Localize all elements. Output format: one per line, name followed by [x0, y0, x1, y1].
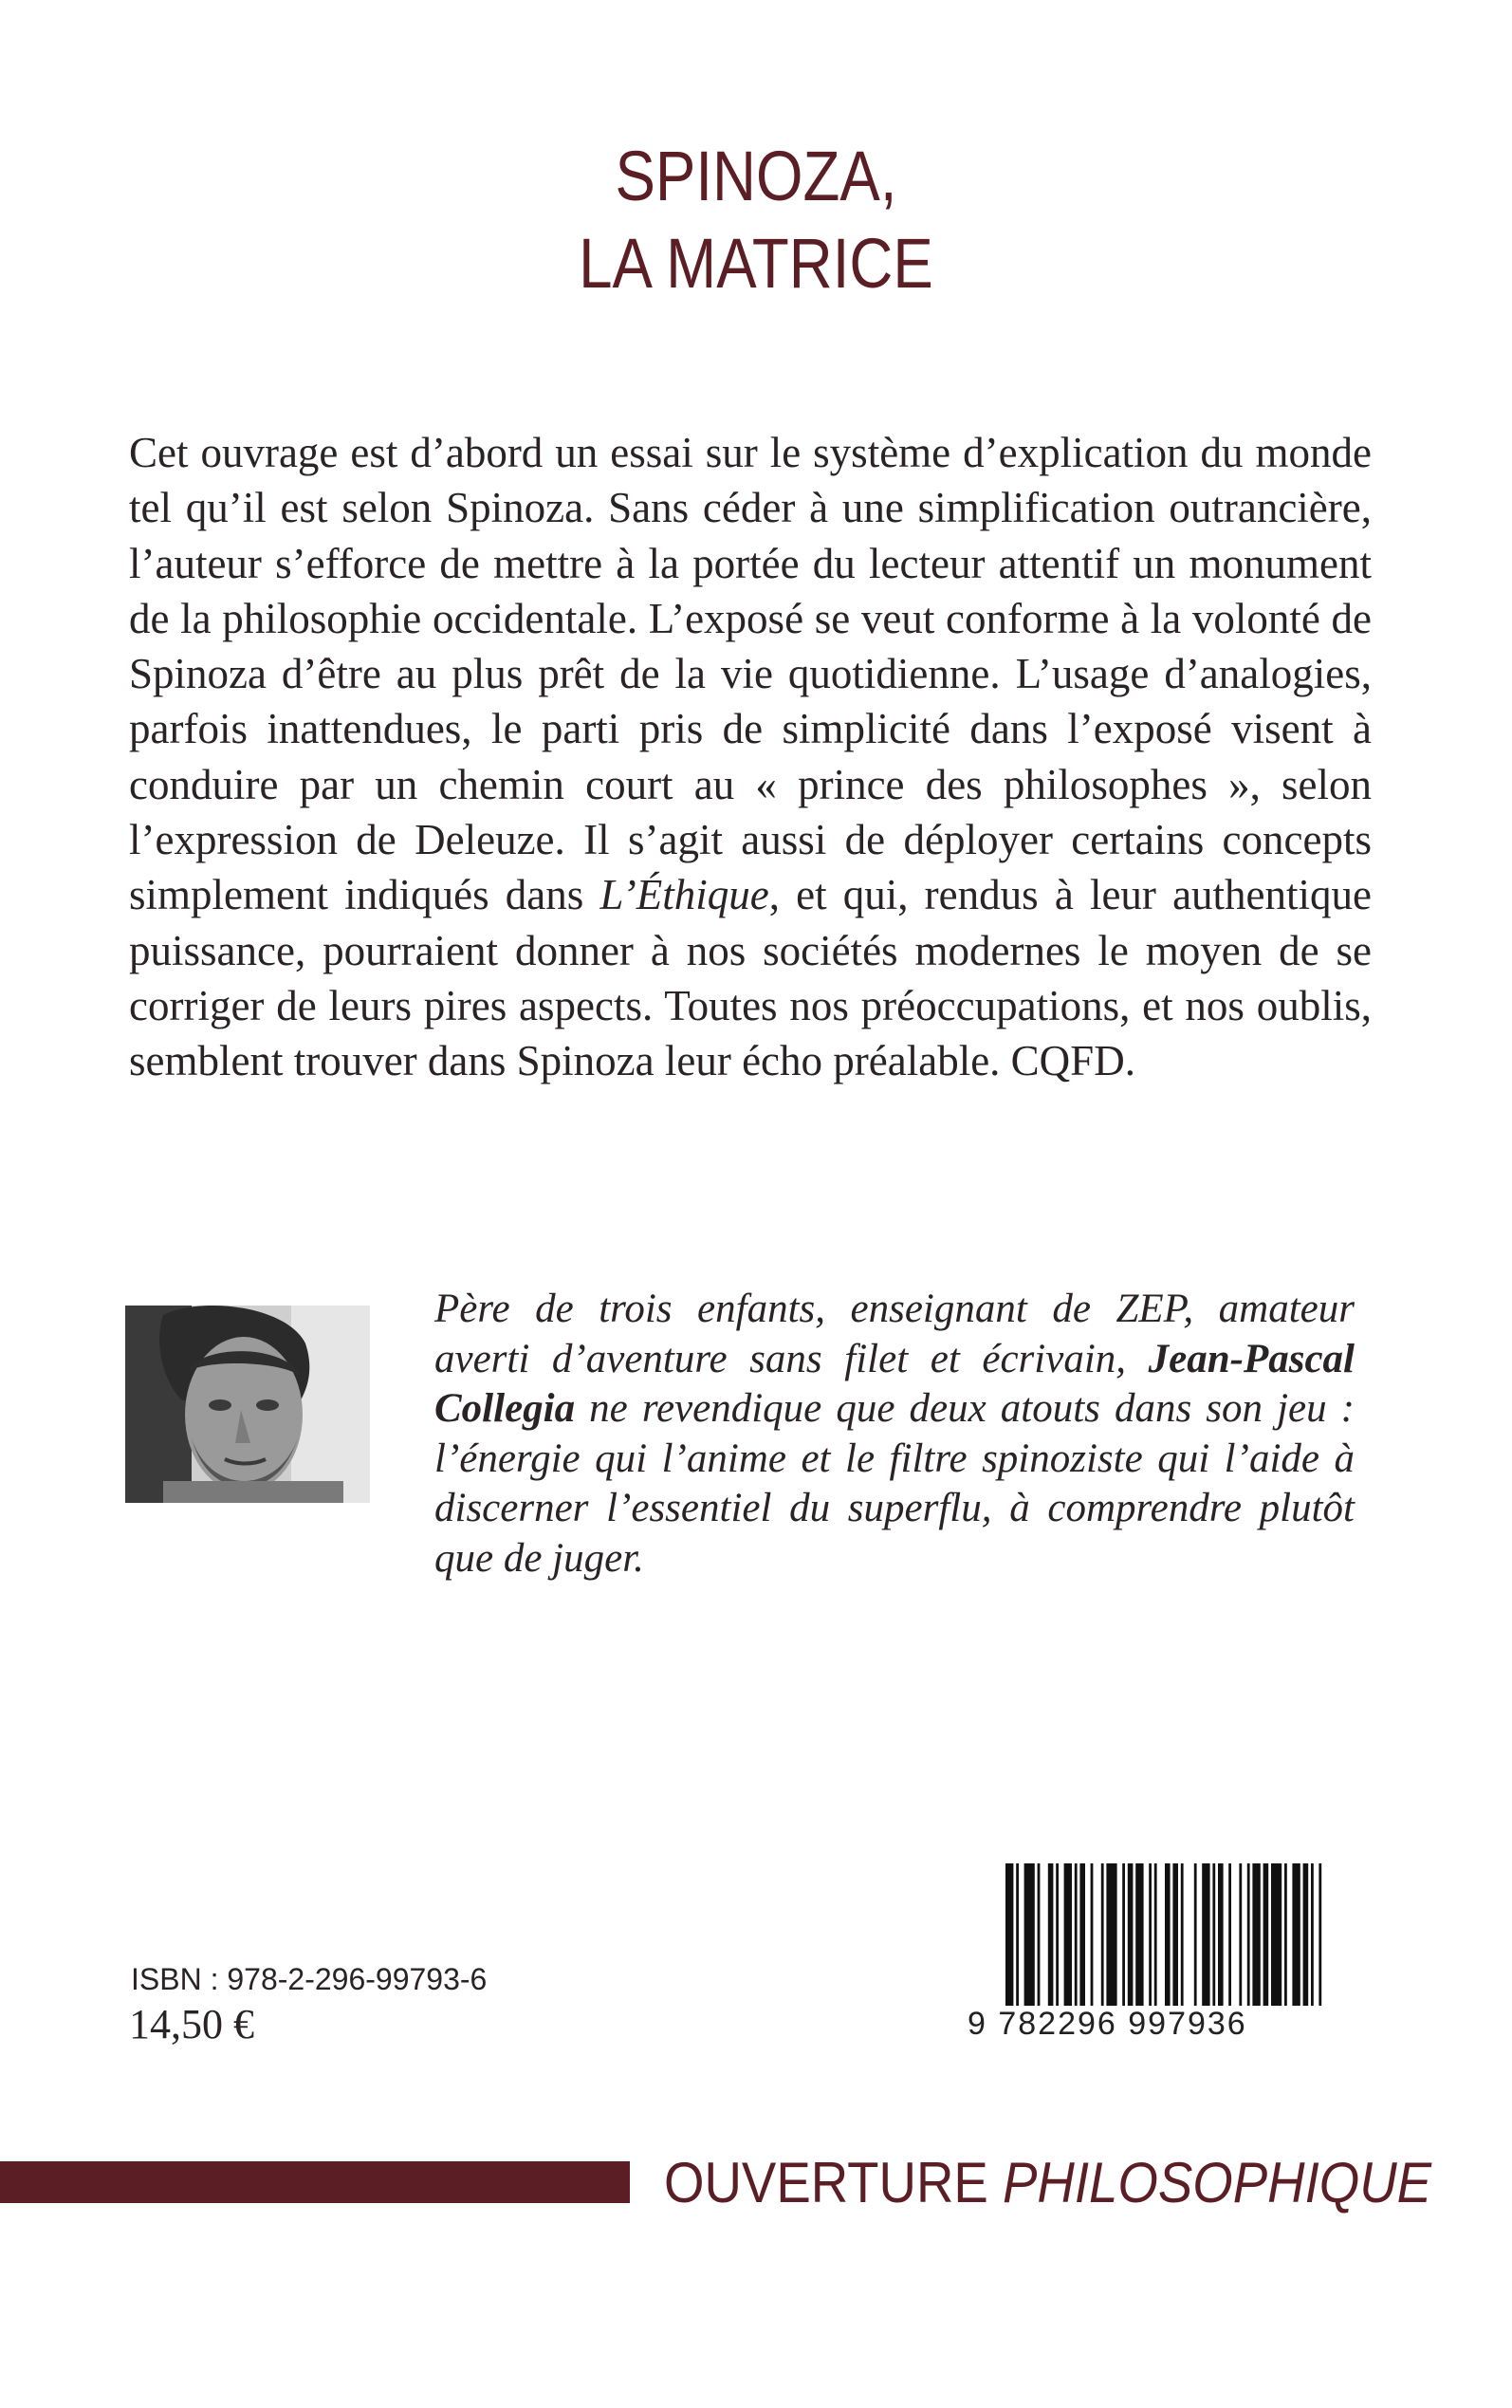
barcode-bar	[1252, 1863, 1260, 2006]
barcode-bar	[1194, 1863, 1197, 2006]
collection-accent-bar	[0, 2161, 630, 2203]
barcode-bar	[1202, 1863, 1209, 2006]
bio-text-start: Père de trois enfants, enseignant de ZEP, amateur averti d’aventure sans filet et écrivain,	[434, 1287, 1355, 1381]
collection-name-part1: OUVERTURE	[664, 2151, 1003, 2214]
barcode-bar	[1005, 1863, 1013, 2006]
barcode-bar	[1292, 1863, 1300, 2006]
barcode-bar	[1056, 1863, 1059, 2006]
barcode-bar	[1048, 1863, 1054, 2006]
barcode-bar	[1135, 1863, 1143, 2006]
barcode-bar	[1122, 1863, 1125, 2006]
isbn: ISBN : 978-2-296-99793-6	[131, 1962, 488, 1996]
barcode-bar	[1181, 1863, 1184, 2006]
barcode-bar	[1239, 1863, 1242, 2006]
barcode-bar	[1303, 1863, 1309, 2006]
blurb-paragraph	[129, 425, 1372, 1089]
barcode-bar	[1106, 1863, 1116, 2006]
barcode-bar	[1311, 1863, 1314, 2006]
author-bio	[434, 1285, 1355, 1584]
barcode-bars	[968, 1863, 1375, 2006]
barcode-digits: 9 782296 997936	[968, 2006, 1247, 2042]
barcode-bar	[1318, 1863, 1321, 2006]
barcode-bar	[1038, 1863, 1041, 2006]
barcode-bar	[1212, 1863, 1215, 2006]
price: 14,50 €	[129, 2001, 254, 2047]
bio-paragraph	[434, 1285, 1355, 1584]
book-blurb	[129, 425, 1372, 1089]
bio-text-end: ne revendique que deux atouts dans son jeu : l’énergie qui l’anime et le filtre spinoziste qui l’aide à discerner l’essentiel du superflu, à comprendre plutôt que de juger.	[434, 1386, 1355, 1581]
barcode-bar	[1091, 1863, 1094, 2006]
barcode-bar	[1079, 1863, 1085, 2006]
blurb-work-title: L’Éthique	[599, 871, 769, 919]
barcode-bar	[1128, 1863, 1134, 2006]
barcode-bar	[1263, 1863, 1269, 2006]
barcode-bar	[1172, 1863, 1178, 2006]
author-name: Jean-Pascal Collegia	[434, 1336, 1355, 1431]
collection-name	[664, 2150, 1431, 2215]
barcode-bar	[1024, 1863, 1035, 2006]
blurb-text-end: , et qui, rendus à leur authentique puissance, pourraient donner à nos sociétés modernes le moyen de se corriger de leurs pires aspects. Toutes nos préoccupations, et nos oublis, semblent trouver dans Spinoza leur écho préalable. CQFD.	[129, 871, 1372, 1085]
title-line-1: SPINOZA,	[615, 137, 897, 215]
collection-name-part2: PHILOSOPHIQUE	[1002, 2151, 1432, 2214]
barcode-bar	[1075, 1863, 1078, 2006]
barcode	[968, 1863, 1375, 2042]
blurb-text-start: Cet ouvrage est d’abord un essai sur le système d’explication du monde tel qu’il est selon Spinoza. Sans céder à une simplification outrancière, l’auteur s’efforce de mettre à la portée du lecteur attentif un monument de la philosophie occidentale. L’exposé se veut conforme à la volonté de Spinoza d’être au plus prêt de la vie quotidienne. L’usage d’analogies, parfois inattendues, le parti pris de simplicité dans l’exposé visent à conduire par un chemin court au « prince des philosophes », selon l’expression de Deleuze. Il s’agit aussi de déployer certains concepts simplement indiqués dans	[129, 429, 1372, 919]
barcode-bar	[1271, 1863, 1282, 2006]
barcode-bar	[1101, 1863, 1104, 2006]
barcode-bar	[1247, 1863, 1250, 2006]
barcode-bar	[1228, 1863, 1231, 2006]
book-title	[106, 133, 1407, 307]
title-line-2: LA MATRICE	[579, 224, 933, 303]
author-portrait-image	[125, 1306, 370, 1503]
barcode-bar	[1016, 1863, 1019, 2006]
author-photo	[125, 1306, 370, 1503]
barcode-bar	[1284, 1863, 1287, 2006]
barcode-bar	[1064, 1863, 1072, 2006]
barcode-bar	[1218, 1863, 1224, 2006]
barcode-bar	[1149, 1863, 1152, 2006]
barcode-bar	[1154, 1863, 1157, 2006]
barcode-bar	[1165, 1863, 1171, 2006]
